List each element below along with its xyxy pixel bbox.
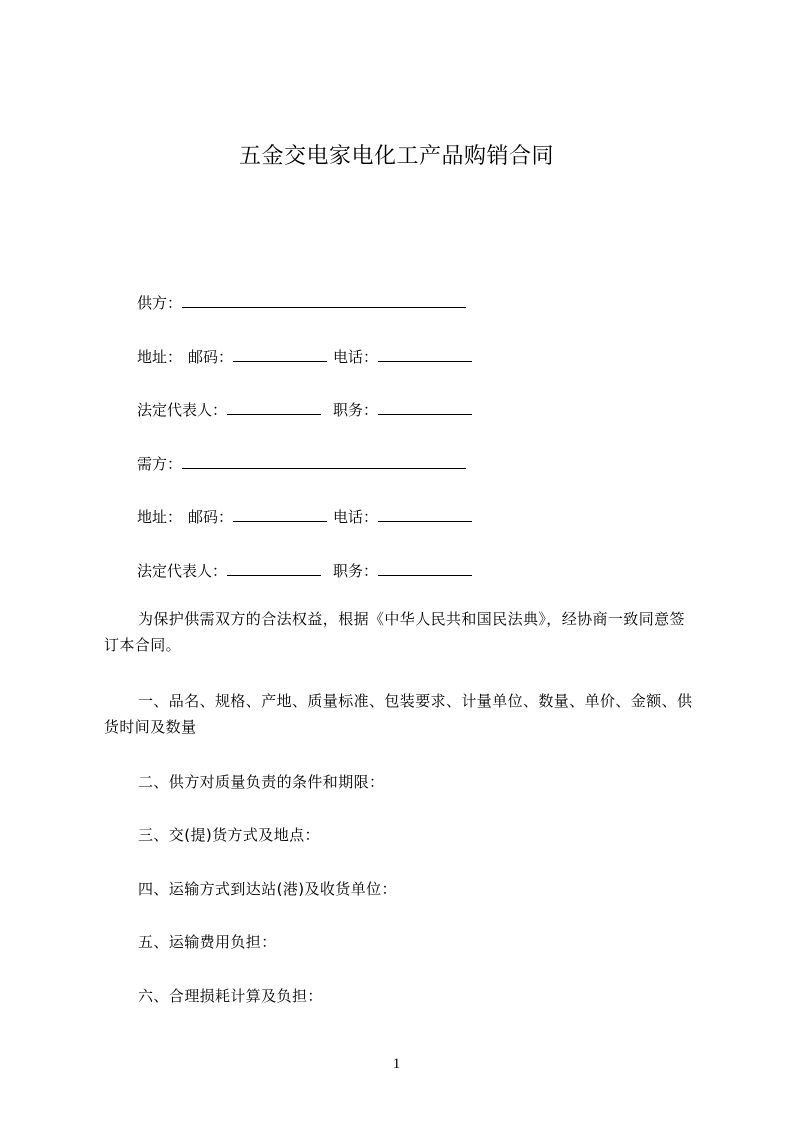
- supplier-label: 供方：: [137, 294, 183, 312]
- clause-1: 一、品名、规格、产地、质量标准、包装要求、计量单位、数量、单价、金额、供货时间及数量: [104, 692, 693, 736]
- supplier-legal-rep-label: 法定代表人：: [137, 401, 228, 419]
- supplier-postcode-blank[interactable]: [233, 345, 327, 362]
- clause-5: 五、运输费用负担：: [138, 933, 277, 951]
- buyer-legal-rep-label: 法定代表人：: [137, 562, 228, 580]
- buyer-label: 需方：: [137, 455, 183, 473]
- buyer-postcode-label: 邮码：: [188, 508, 234, 526]
- supplier-name-blank[interactable]: [182, 291, 466, 308]
- supplier-phone-blank[interactable]: [378, 345, 472, 362]
- clause-3: 三、交(提)货方式及地点：: [138, 826, 320, 844]
- buyer-address-label: 地址：: [137, 508, 183, 526]
- clause-4: 四、运输方式到达站(港)及收货单位：: [138, 880, 397, 898]
- supplier-position-label: 职务：: [333, 401, 379, 419]
- clause-6: 六、合理损耗计算及负担：: [138, 987, 323, 1005]
- buyer-position-blank[interactable]: [378, 559, 472, 576]
- page-number: 1: [392, 1056, 401, 1072]
- buyer-name-blank[interactable]: [182, 452, 466, 469]
- supplier-address-line: [137, 345, 472, 367]
- buyer-position-label: 职务：: [333, 562, 379, 580]
- buyer-line: [137, 452, 466, 474]
- intro-paragraph: 为保护供需双方的合法权益，根据《中华人民共和国民法典》，经协商一致同意签订本合同。: [104, 610, 685, 654]
- supplier-line: [137, 291, 466, 313]
- supplier-legal-rep-line: [137, 398, 472, 420]
- buyer-address-line: [137, 505, 472, 527]
- buyer-legal-rep-blank[interactable]: [227, 559, 321, 576]
- clause-2: 二、供方对质量负责的条件和期限：: [138, 773, 385, 791]
- supplier-postcode-label: 邮码：: [188, 348, 234, 366]
- document-title: 五金交电家电化工产品购销合同: [238, 144, 554, 169]
- buyer-phone-blank[interactable]: [378, 505, 472, 522]
- supplier-position-blank[interactable]: [378, 398, 472, 415]
- buyer-postcode-blank[interactable]: [233, 505, 327, 522]
- supplier-legal-rep-blank[interactable]: [227, 398, 321, 415]
- supplier-phone-label: 电话：: [333, 348, 379, 366]
- buyer-phone-label: 电话：: [333, 508, 379, 526]
- supplier-address-label: 地址：: [137, 348, 183, 366]
- buyer-legal-rep-line: [137, 559, 472, 581]
